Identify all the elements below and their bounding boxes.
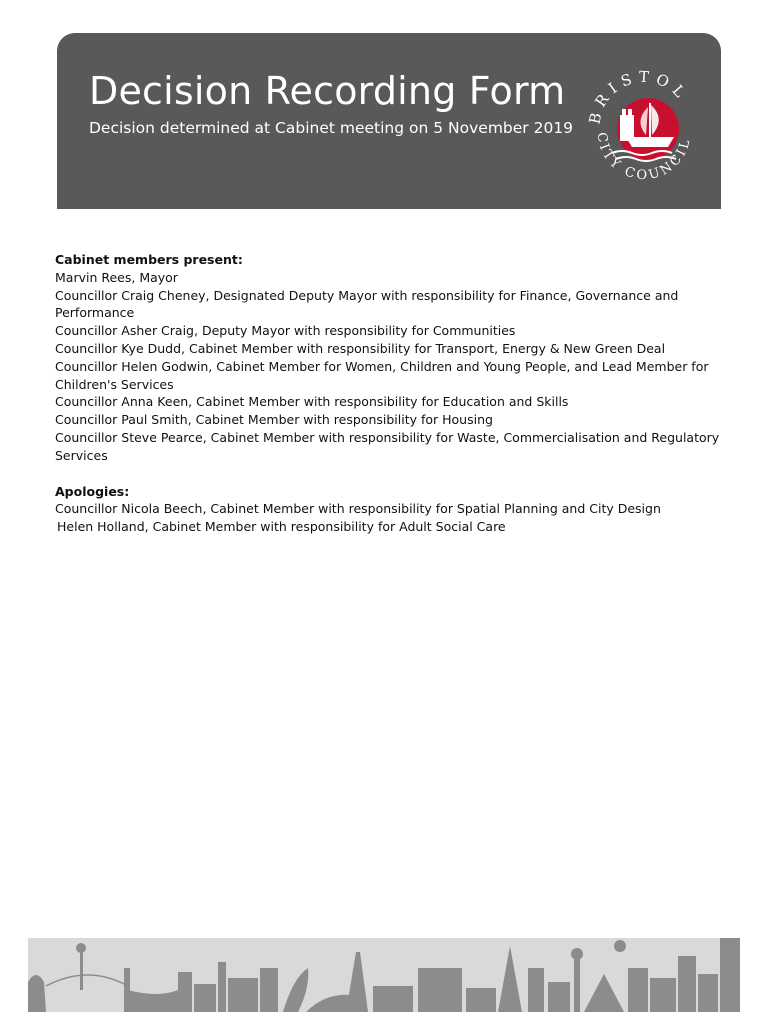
apology-member: Councillor Nicola Beech, Cabinet Member with responsibility for Spatial Planning and City Design [55, 501, 661, 517]
logo-text-top: BRISTOL [585, 67, 693, 126]
present-member: Councillor Asher Craig, Deputy Mayor with responsibility for Communities [55, 323, 516, 339]
page-subtitle: Decision determined at Cabinet meeting on 5 November 2019 [89, 119, 574, 137]
bristol-city-council-logo [582, 63, 702, 183]
apologies-heading: Apologies: [55, 483, 130, 499]
apology-member: Helen Holland, Cabinet Member with responsibility for Adult Social Care [57, 519, 506, 535]
present-member: Councillor Anna Keen, Cabinet Member with responsibility for Education and Skills [55, 394, 569, 410]
page-title: Decision Recording Form [89, 69, 566, 113]
present-heading: Cabinet members present: [55, 252, 243, 267]
present-member: Councillor Helen Godwin, Cabinet Member for Women, Children and Young People, and Lead Member for Children's Services [55, 358, 709, 392]
present-member: Councillor Kye Dudd, Cabinet Member with responsibility for Transport, Energy & New Green Deal [55, 340, 666, 356]
present-member: Councillor Craig Cheney, Designated Deputy Mayor with responsibility for Finance, Governance and Performance [55, 287, 679, 321]
header-banner [57, 33, 721, 209]
present-member: Councillor Paul Smith, Cabinet Member with responsibility for Housing [55, 412, 493, 428]
present-member: Councillor Steve Pearce, Cabinet Member with responsibility for Waste, Commercialisation and Regulatory Services [55, 429, 720, 463]
present-member: Marvin Rees, Mayor [55, 269, 178, 285]
logo-text-bottom: CITY COUNCIL [593, 131, 694, 183]
document-body [55, 251, 735, 536]
city-skyline-footer [28, 938, 740, 1012]
